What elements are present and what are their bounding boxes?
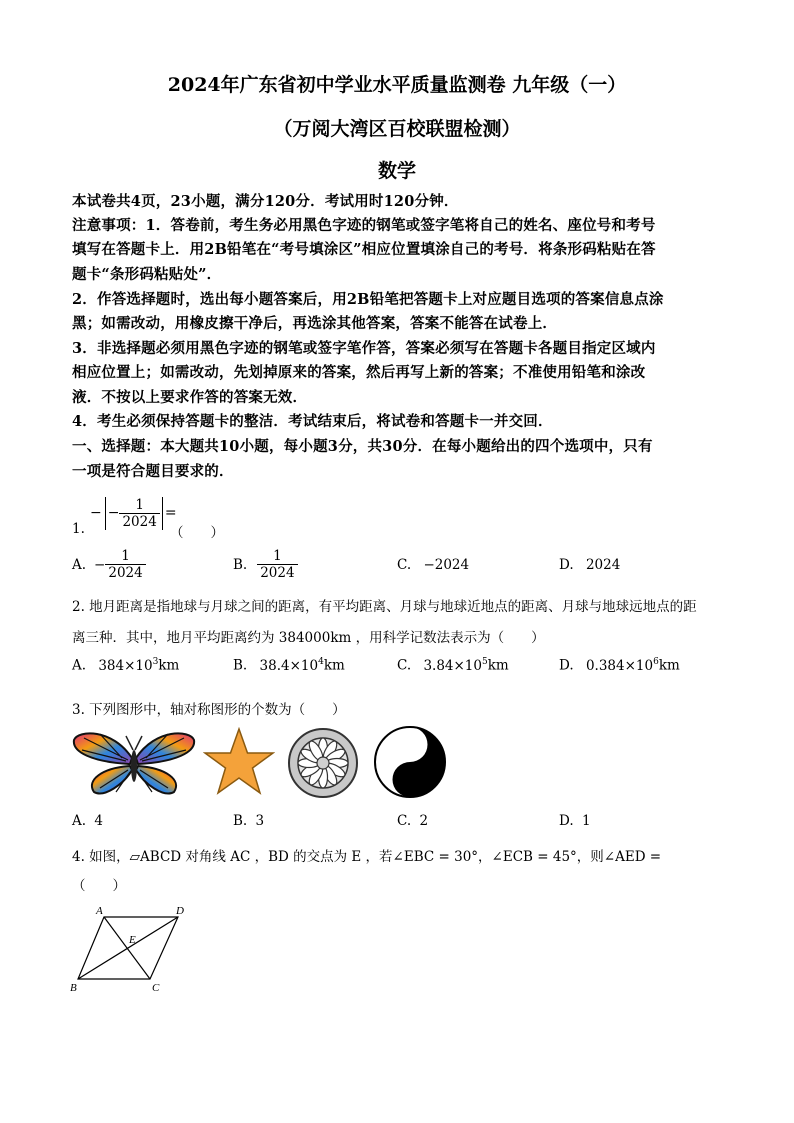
subject-title: 数学 bbox=[377, 160, 416, 182]
option-b bbox=[233, 813, 264, 829]
fraction-numerator: 1 bbox=[135, 496, 144, 513]
yin-yang-icon bbox=[373, 725, 447, 799]
instruction-line: 液．不按以上要求作答的答案无效． bbox=[72, 389, 308, 406]
instruction-line: 注意事项：1．答卷前，考生务必用黑色字迹的钢笔或签字笔将自己的姓名、座位号和考号 bbox=[72, 217, 656, 234]
inner-minus: − bbox=[107, 505, 120, 521]
option-text: 4 bbox=[94, 813, 103, 829]
option-label: D. bbox=[559, 657, 574, 674]
exam-subtitle: （万阅大湾区百校联盟检测） bbox=[273, 118, 521, 140]
instruction-line: 题卡“条形码粘贴处”． bbox=[72, 266, 222, 283]
option-d bbox=[559, 813, 591, 829]
option-label: A. bbox=[72, 556, 87, 573]
absolute-value bbox=[105, 497, 163, 530]
q1-expression bbox=[90, 492, 177, 534]
fraction-numerator: 1 bbox=[121, 548, 130, 564]
label-d: D bbox=[176, 905, 184, 917]
option-sign: − bbox=[94, 556, 106, 573]
option-label: B. bbox=[233, 657, 248, 674]
option-c bbox=[397, 557, 469, 573]
option-text: 1 bbox=[581, 813, 591, 829]
option-c bbox=[397, 813, 428, 829]
option-unit: km bbox=[658, 657, 680, 674]
question-stem: 离三种．其中，地月平均距离约为 384000km ，用科学记数法表示为（ ） bbox=[72, 630, 545, 646]
answer-paren: （ ） bbox=[72, 878, 126, 894]
label-e: E bbox=[129, 934, 136, 946]
minus-sign: − bbox=[90, 505, 102, 521]
equals-sign: = bbox=[164, 505, 177, 521]
option-label: B. bbox=[233, 813, 248, 829]
label-b: B bbox=[70, 982, 77, 994]
option-a bbox=[72, 813, 103, 829]
option-label: C. bbox=[397, 557, 412, 573]
option-label: D. bbox=[559, 813, 574, 829]
option-text: 2 bbox=[419, 813, 429, 829]
option-b bbox=[233, 657, 345, 674]
answer-paren: （ ） bbox=[170, 525, 224, 541]
fraction-denominator: 2024 bbox=[119, 513, 159, 530]
option-fraction bbox=[257, 548, 297, 581]
exam-title: 2024年广东省初中学业水平质量监测卷 九年级（一） bbox=[167, 74, 627, 96]
option-c bbox=[397, 657, 509, 674]
option-b bbox=[233, 548, 298, 581]
option-base: 384×10 bbox=[98, 657, 153, 674]
option-base: 3.84×10 bbox=[423, 657, 482, 674]
flower-wheel-icon bbox=[287, 727, 359, 799]
option-label: A. bbox=[72, 657, 87, 674]
fraction bbox=[119, 497, 159, 530]
question-stem: 4. 如图，▱ABCD 对角线 AC ，BD 的交点为 E ，若∠EBC = 30°，∠ECB = 45°，则∠AED = bbox=[72, 849, 662, 865]
option-a bbox=[72, 657, 179, 674]
option-label: D. bbox=[559, 557, 574, 573]
instruction-line: 3．非选择题必须用黑色字迹的钢笔或签字笔作答，答案必须写在答题卡各题目指定区域内 bbox=[72, 340, 656, 357]
instruction-line: 黑；如需改动，用橡皮擦干净后，再选涂其他答案，答案不能答在试卷上． bbox=[72, 315, 558, 332]
parallelogram-diagram bbox=[68, 903, 192, 995]
option-exponent: 5 bbox=[482, 657, 488, 667]
option-fraction bbox=[105, 548, 145, 581]
option-d bbox=[559, 557, 620, 573]
question-stem: 3. 下列图形中，轴对称图形的个数为（ ） bbox=[72, 702, 346, 718]
fraction-numerator: 1 bbox=[273, 548, 282, 564]
option-label: C. bbox=[397, 813, 412, 829]
label-c: C bbox=[152, 982, 160, 994]
option-unit: km bbox=[323, 657, 345, 674]
option-label: B. bbox=[233, 556, 248, 573]
option-unit: km bbox=[487, 657, 509, 674]
option-text: 3 bbox=[255, 813, 265, 829]
option-base: 0.384×10 bbox=[585, 657, 654, 674]
section-heading: 一项是符合题目要求的． bbox=[72, 463, 234, 480]
option-exponent: 6 bbox=[653, 657, 659, 667]
option-label: A. bbox=[72, 813, 87, 829]
section-heading: 一、选择题：本大题共10小题，每小题3分，共30分．在每小题给出的四个选项中，只有 bbox=[72, 438, 653, 455]
option-exponent: 4 bbox=[318, 657, 324, 667]
option-text: 2024 bbox=[585, 557, 621, 573]
label-a: A bbox=[96, 905, 103, 917]
option-base: 38.4×10 bbox=[259, 657, 319, 674]
option-label: C. bbox=[397, 657, 412, 674]
question-number: 1. bbox=[72, 521, 85, 537]
fraction-denominator: 2024 bbox=[105, 564, 145, 581]
option-unit: km bbox=[158, 657, 180, 674]
option-exponent: 3 bbox=[152, 657, 159, 667]
instruction-line: 填写在答题卡上．用2B铅笔在“考号填涂区”相应位置填涂自己的考号．将条形码粘贴在答 bbox=[72, 241, 656, 258]
question-stem: 2. 地月距离是指地球与月球之间的距离，有平均距离、月球与地球近地点的距离、月球与地球远地点的距 bbox=[72, 599, 697, 615]
option-text: −2024 bbox=[423, 557, 470, 573]
butterfly-icon bbox=[72, 728, 196, 798]
option-d bbox=[559, 657, 680, 674]
instruction-line: 2．作答选择题时，选出每小题答案后，用2B铅笔把答题卡上对应题目选项的答案信息点涂 bbox=[72, 291, 664, 308]
instruction-line: 本试卷共4页，23小题，满分120分．考试用时120分钟． bbox=[72, 193, 459, 210]
instruction-line: 4．考生必须保持答题卡的整洁．考试结束后，将试卷和答题卡一并交回． bbox=[72, 413, 553, 430]
star-icon bbox=[203, 727, 275, 797]
option-a bbox=[72, 548, 146, 581]
instruction-line: 相应位置上；如需改动，先划掉原来的答案，然后再写上新的答案；不准使用铅笔和涂改 bbox=[72, 364, 646, 381]
fraction-denominator: 2024 bbox=[257, 564, 297, 581]
